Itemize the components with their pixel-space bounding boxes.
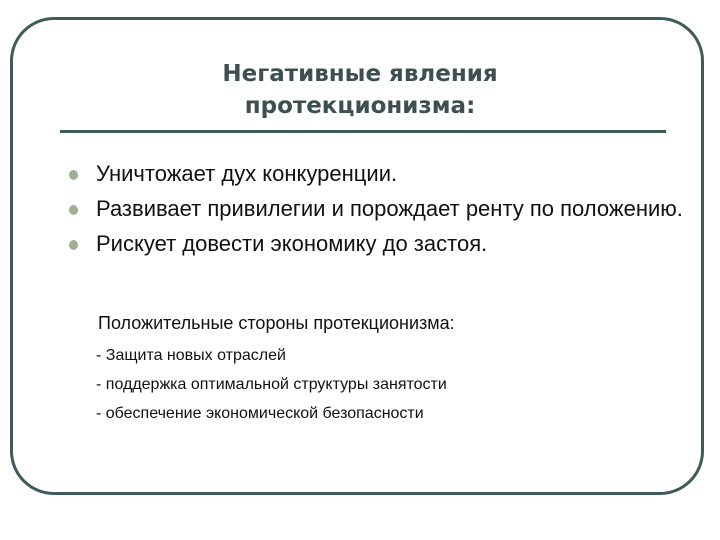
- title-line-2: протекционизма:: [244, 93, 476, 119]
- positive-item: - обеспечение экономической безопасности: [96, 405, 424, 422]
- bullet-dot-icon: [69, 240, 78, 250]
- positive-item: - поддержка оптимальной структуры занятости: [96, 376, 447, 393]
- title-divider: [60, 130, 666, 133]
- positive-item: - Защита новых отраслей: [96, 347, 286, 364]
- bullet-dot-icon: [69, 170, 78, 180]
- negative-bullet-list: [66, 160, 696, 265]
- slide-title: [120, 58, 600, 122]
- bullet-text: Уничтожает дух конкуренции.: [96, 161, 398, 186]
- bullet-item: [66, 160, 696, 187]
- positive-heading: Положительные стороны протекционизма:: [98, 313, 455, 333]
- positive-list: [96, 341, 447, 428]
- bullet-text: Рискует довести экономику до застоя.: [96, 231, 488, 256]
- bullet-text: Развивает привилегии и порождает ренту по положению.: [96, 196, 683, 221]
- bullet-item: [66, 230, 696, 257]
- title-line-1: Негативные явления: [222, 61, 498, 87]
- bullet-item: [66, 195, 696, 222]
- bullet-dot-icon: [69, 205, 78, 215]
